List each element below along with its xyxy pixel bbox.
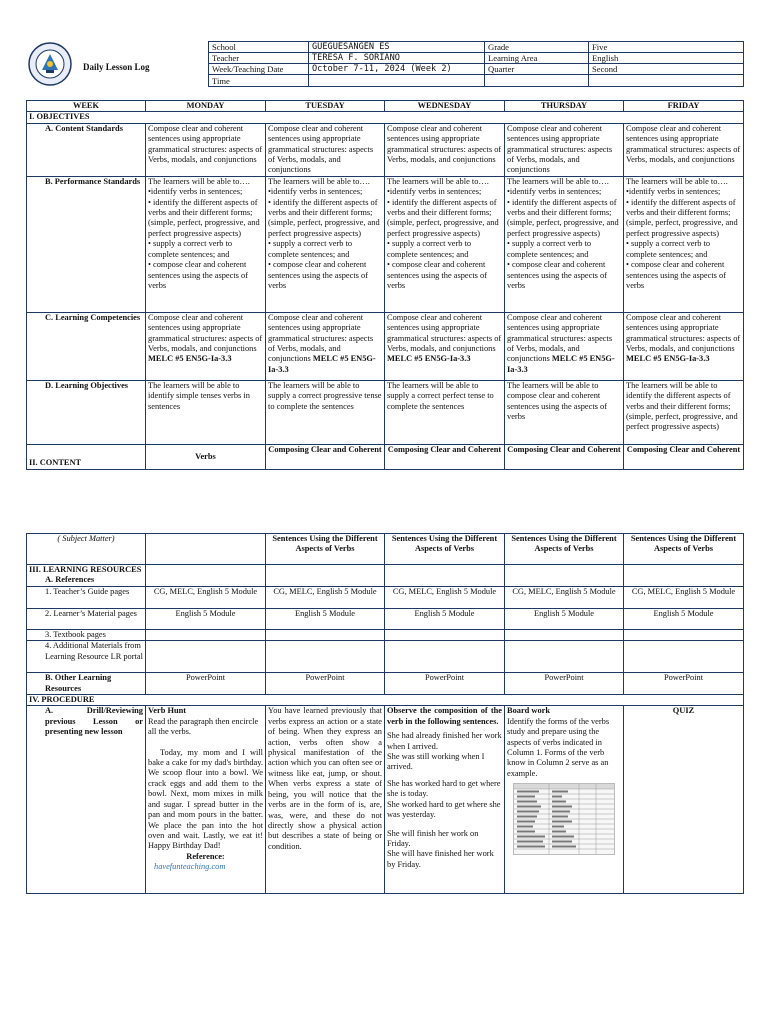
subject-matter-thu: Sentences Using the Different Aspects of Verbs <box>505 534 624 565</box>
subject-matter-label: ( Subject Matter) <box>27 534 146 565</box>
references-label: A. References <box>45 575 95 585</box>
competencies-wed: Compose clear and coherent sentences using appropriate grammatical structures: aspects of Verbs, modals, and conjunctions MELC #5 EN5G-Ia-3.3 <box>385 312 505 380</box>
resources-procedure-table <box>26 533 744 894</box>
col-week: WEEK <box>27 101 146 112</box>
performance-wed: The learners will be able to…. •identify verbs in sentences; • identify the different aspects of verbs and their different forms; (simple, perfect, progressive, and perfect progressive aspects) • supply a correct verb to complete sentences; and • compose clear and coherent sentences using the aspects of verbs <box>385 176 505 312</box>
content-fri: Composing Clear and Coherent <box>624 444 744 469</box>
quarter-label: Quarter <box>485 64 589 75</box>
col-thursday: THURSDAY <box>505 101 624 112</box>
competencies-label: C. Learning Competencies <box>27 312 146 380</box>
content-standards-label: A. Content Standards <box>27 123 146 176</box>
school-value: GUEGUESANGEN ES <box>309 42 485 53</box>
subject-matter-mon <box>146 534 266 565</box>
learning-resources-heading: III. LEARNING RESOURCES <box>29 565 142 574</box>
other-resources-label: B. Other Learning Resources <box>27 673 146 695</box>
content-standards-wed: Compose clear and coherent sentences using appropriate grammatical structures: aspects of Verbs, modals, and conjunctions <box>385 123 505 176</box>
board-work-title: Board work <box>507 706 551 716</box>
page-title: Daily Lesson Log <box>83 62 150 72</box>
col-tuesday: TUESDAY <box>266 101 385 112</box>
performance-fri: The learners will be able to…. •identify verbs in sentences; • identify the different aspects of verbs and their different forms; (simple, perfect, progressive, and perfect progressive aspects) • supply a correct verb to complete sentences; and • compose clear and coherent sentences using the aspects of verbs <box>624 176 744 312</box>
drill-label: A. Drill/Reviewing previous Lesson or presenting new lesson <box>27 706 146 894</box>
subject-matter-tue: Sentences Using the Different Aspects of Verbs <box>266 534 385 565</box>
textbook-pages-label: 3. Textbook pages <box>27 629 146 640</box>
learners-material-mon: English 5 Module <box>146 608 266 629</box>
drill-tue: You have learned previously that verbs express an action or a state of being. When they express an action, verbs often show a physical manifestation of the action which you can often see or witness like eat, jump, or shout. When verbs express a state of being, you will notice that the verbs are in the form of is, are, was, were, and these do not directly show a physical action but describes a state of being or condition. <box>266 706 385 894</box>
competencies-mon: Compose clear and coherent sentences using appropriate grammatical structures: aspects of Verbs, modals, and conjunctions MELC #5 EN5G-Ia-3.3 <box>146 312 266 380</box>
content-standards-thu: Compose clear and coherent sentences using appropriate grammatical structures: aspects of Verbs, modals, and conjunctions <box>505 123 624 176</box>
content-standards-mon: Compose clear and coherent sentences using appropriate grammatical structures: aspects of Verbs, modals, and conjunctions <box>146 123 266 176</box>
other-resources-wed: PowerPoint <box>385 673 505 695</box>
content-wed: Composing Clear and Coherent <box>385 444 505 469</box>
teacher-value: TERESA F. SORIANO <box>309 53 485 64</box>
drill-thu <box>505 706 624 894</box>
learning-obj-tue: The learners will be able to supply a correct progressive tense to complete the sentences <box>266 380 385 444</box>
subject-matter-wed: Sentences Using the Different Aspects of Verbs <box>385 534 505 565</box>
col-wednesday: WEDNESDAY <box>385 101 505 112</box>
example-sentence: She was still working when I arrived. <box>387 752 485 772</box>
teaching-date-label: Week/Teaching Date <box>209 64 309 75</box>
performance-tue: The learners will be able to…. •identify verbs in sentences; • identify the different aspects of verbs and their different forms; (simple, perfect, progressive, and perfect progressive aspects) • supply a correct verb to complete sentences; and • compose clear and coherent sentences using the aspects of verbs <box>266 176 385 312</box>
drill-fri: QUIZ <box>624 706 744 894</box>
deped-seal-logo <box>28 42 72 86</box>
learning-area-value: English <box>589 53 744 64</box>
reference-label: Reference <box>186 851 222 861</box>
grade-label: Grade <box>485 42 589 53</box>
section-objectives: I. OBJECTIVES <box>27 112 744 123</box>
example-sentence: She will have finished her work by Friday. <box>387 849 494 869</box>
learners-material-wed: English 5 Module <box>385 608 505 629</box>
learners-material-thu: English 5 Module <box>505 608 624 629</box>
teachers-guide-fri: CG, MELC, English 5 Module <box>624 586 744 608</box>
section-learning-resources <box>27 565 146 587</box>
example-sentence: She had already finished her work when I arrived. <box>387 731 502 751</box>
col-monday: MONDAY <box>146 101 266 112</box>
content-standards-fri: Compose clear and coherent sentences using appropriate grammatical structures: aspects of Verbs, modals, and conjunctions <box>624 123 744 176</box>
other-resources-mon: PowerPoint <box>146 673 266 695</box>
competencies-tue: Compose clear and coherent sentences using appropriate grammatical structures: aspects of Verbs, modals, and conjunctions MELC #5 EN5G-Ia-3.3 <box>266 312 385 380</box>
drill-mon: Verb Hunt Read the paragraph then encircle all the verbs. Today, my mom and I will bake a cake for my dad's birthday. We scoop flour into a bowl. We crack eggs and add them to the bowl. Next, mom mixes in milk and sugar. I spread butter in the pan and mom pours in the batter. We place the pan into the hot oven and wait. Lastly, we eat it! Happy Birthday Dad! Reference: havefunteaching.com <box>146 706 266 894</box>
time-label: Time <box>209 75 309 87</box>
content-tue: Composing Clear and Coherent <box>266 444 385 469</box>
teachers-guide-tue: CG, MELC, English 5 Module <box>266 586 385 608</box>
example-sentence: She has worked hard to get where she is today. <box>387 778 501 799</box>
grade-value: Five <box>589 42 744 53</box>
content-mon: Verbs <box>146 444 266 469</box>
teacher-label: Teacher <box>209 53 309 64</box>
observe-title: Observe the composition of the verb in the following sentences. <box>387 706 502 726</box>
performance-mon: The learners will be able to…. •identify verbs in sentences; • identify the different aspects of verbs and their different forms; (simple, perfect, progressive, and perfect progressive aspects) • supply a correct verb to complete sentences; and • compose clear and coherent sentences using the aspects of verbs <box>146 176 266 312</box>
objectives-table <box>26 100 744 470</box>
learning-obj-thu: The learners will be able to compose clear and coherent sentences using the aspects of verbs <box>505 380 624 444</box>
teachers-guide-wed: CG, MELC, English 5 Module <box>385 586 505 608</box>
learning-obj-mon: The learners will be able to identify simple tenses verbs in sentences <box>146 380 266 444</box>
time-value <box>309 75 485 87</box>
other-resources-tue: PowerPoint <box>266 673 385 695</box>
learners-material-label: 2. Learner’s Material pages <box>27 608 146 629</box>
reference-link[interactable]: havefunteaching.com <box>154 862 226 872</box>
header-info-table <box>208 41 744 87</box>
teachers-guide-mon: CG, MELC, English 5 Module <box>146 586 266 608</box>
learning-area-label: Learning Area <box>485 53 589 64</box>
content-standards-tue: Compose clear and coherent sentences using appropriate grammatical structures: aspects of Verbs, modals, and conjunctions <box>266 123 385 176</box>
teaching-date-value: October 7-11, 2024 (Week 2) <box>309 64 485 75</box>
verb-aspects-table-image <box>513 783 615 855</box>
verb-hunt-instructions: Read the paragraph then encircle all the verbs. <box>148 716 259 737</box>
learning-obj-wed: The learners will be able to supply a correct perfect tense to complete the sentences <box>385 380 505 444</box>
col-friday: FRIDAY <box>624 101 744 112</box>
other-resources-thu: PowerPoint <box>505 673 624 695</box>
other-resources-fri: PowerPoint <box>624 673 744 695</box>
learning-objectives-label: D. Learning Objectives <box>27 380 146 444</box>
subject-matter-fri: Sentences Using the Different Aspects of Verbs <box>624 534 744 565</box>
board-work-instructions: Identify the forms of the verbs study and prepare using the aspects of verbs indicated in Column 1. Forms of the verb know in Column 2 serve as an example. <box>507 716 610 778</box>
quarter-value: Second <box>589 64 744 75</box>
section-content: II. CONTENT <box>27 444 146 469</box>
verb-hunt-paragraph: Today, my mom and I will bake a cake for my dad's birthday. We scoop flour into a bowl. We crack eggs and add them to the bowl. Next, mom mixes in milk and sugar. I spread butter in the pan and mom pours in the batter. We place the pan into the hot oven and wait. Lastly, we eat it! Happy Birthday Dad! <box>148 747 263 851</box>
content-thu: Composing Clear and Coherent <box>505 444 624 469</box>
teachers-guide-thu: CG, MELC, English 5 Module <box>505 586 624 608</box>
example-sentence: She will finish her work on Friday. <box>387 828 479 848</box>
teachers-guide-label: 1. Teacher’s Guide pages <box>27 586 146 608</box>
drill-wed <box>385 706 505 894</box>
section-procedure: IV. PROCEDURE <box>27 695 744 706</box>
learners-material-tue: English 5 Module <box>266 608 385 629</box>
performance-thu: The learners will be able to…. •identify verbs in sentences; • identify the different aspects of verbs and their different forms; (simple, perfect, progressive, and perfect progressive aspects) • supply a correct verb to complete sentences; and • compose clear and coherent sentences using the aspects of verbs <box>505 176 624 312</box>
competencies-fri: Compose clear and coherent sentences using appropriate grammatical structures: aspects of Verbs, modals, and conjunctions MELC #5 EN5G-Ia-3.3 <box>624 312 744 380</box>
competencies-thu: Compose clear and coherent sentences using appropriate grammatical structures: aspects of Verbs, modals, and conjunctions MELC #5 EN5G-Ia-3.3 <box>505 312 624 380</box>
verb-hunt-title: Verb Hunt <box>148 706 187 716</box>
performance-standards-label: B. Performance Standards <box>27 176 146 312</box>
additional-materials-label: 4. Additional Materials from Learning Resource LR portal <box>27 641 146 673</box>
school-label: School <box>209 42 309 53</box>
learners-material-fri: English 5 Module <box>624 608 744 629</box>
example-sentence: She worked hard to get where she was yesterday. <box>387 799 501 820</box>
learning-obj-fri: The learners will be able to identify the different aspects of verbs and their different forms; (simple, perfect, progressive, and perfect progressive aspects) <box>624 380 744 444</box>
